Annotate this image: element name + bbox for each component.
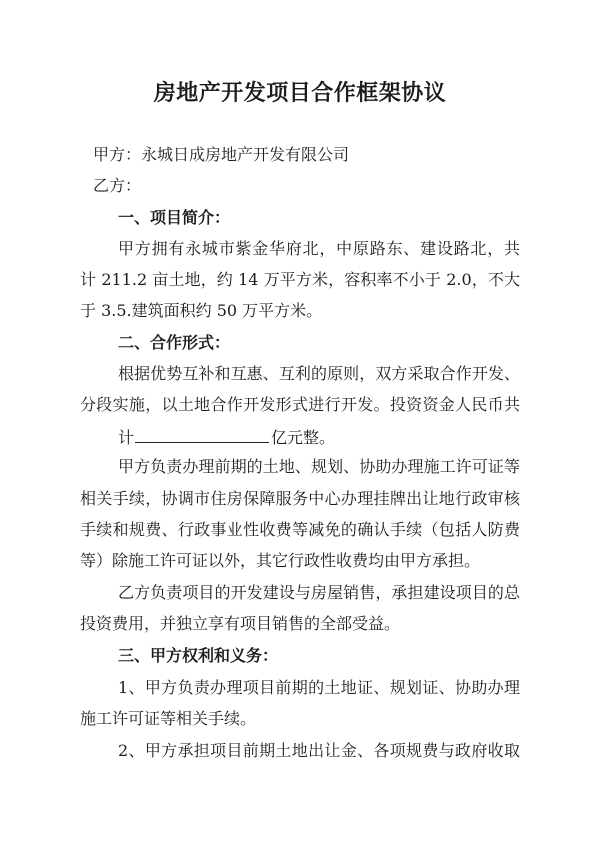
- section-2-para-2-line: 甲方负责办理前期的土地、规划、协助办理施工许可证等: [118, 457, 520, 476]
- document-title: 房地产开发项目合作框架协议: [153, 80, 447, 106]
- section-3-item-1-line: 1、甲方负责办理项目前期的土地证、规划证、协助办理: [118, 678, 520, 697]
- amount-blank: [135, 425, 269, 443]
- amount-prefix: 计: [118, 428, 135, 447]
- party-b-line: [93, 175, 141, 197]
- section-3-item-2-line: 2、甲方承担项目前期土地出让金、各项规费与政府收取: [118, 741, 520, 760]
- section-3-item-1-line: 施工许可证等相关手续。: [80, 709, 257, 728]
- party-a-label: 甲方：: [93, 145, 142, 164]
- section-2-para-1-line: 分段实施，以土地合作开发形式进行开发。投资资金人民币共: [80, 395, 520, 414]
- section-2-para-1-line: 根据优势互补和互惠、互利的原则，双方采取合作开发、: [118, 364, 520, 383]
- section-3-heading: 三、甲方权利和义务：: [118, 646, 279, 665]
- section-2-heading: 二、合作形式：: [118, 333, 231, 352]
- investment-amount-line: [118, 425, 335, 447]
- party-b-label: 乙方：: [93, 176, 142, 195]
- party-a-line: [93, 144, 349, 166]
- section-1-line: 于 3.5.建筑面积约 50 万平方米。: [80, 301, 323, 320]
- section-2-para-2-line: 等）除施工许可证以外，其它行政性收费均由甲方承担。: [80, 551, 481, 570]
- section-1-line: 甲方拥有永城市紫金华府北，中原路东、建设路北，共: [118, 239, 520, 258]
- section-1-heading: 一、项目简介：: [118, 208, 231, 227]
- section-2-para-2-line: 手续和规费、行政事业性收费等减免的确认手续（包括人防费: [80, 520, 520, 539]
- section-2-para-3-line: 乙方负责项目的开发建设与房屋销售，承担建设项目的总: [118, 583, 520, 602]
- section-2-para-2-line: 相关手续，协调市住房保障服务中心办理挂牌出让地行政审核: [80, 489, 520, 508]
- party-a-name: 永城日成房地产开发有限公司: [141, 145, 350, 164]
- amount-suffix: 亿元整。: [271, 428, 336, 447]
- section-1-line: 计 211.2 亩土地，约 14 万平方米，容积率不小于 2.0，不大: [80, 270, 520, 289]
- section-2-para-3-line: 投资费用，并独立享有项目销售的全部受益。: [80, 614, 401, 633]
